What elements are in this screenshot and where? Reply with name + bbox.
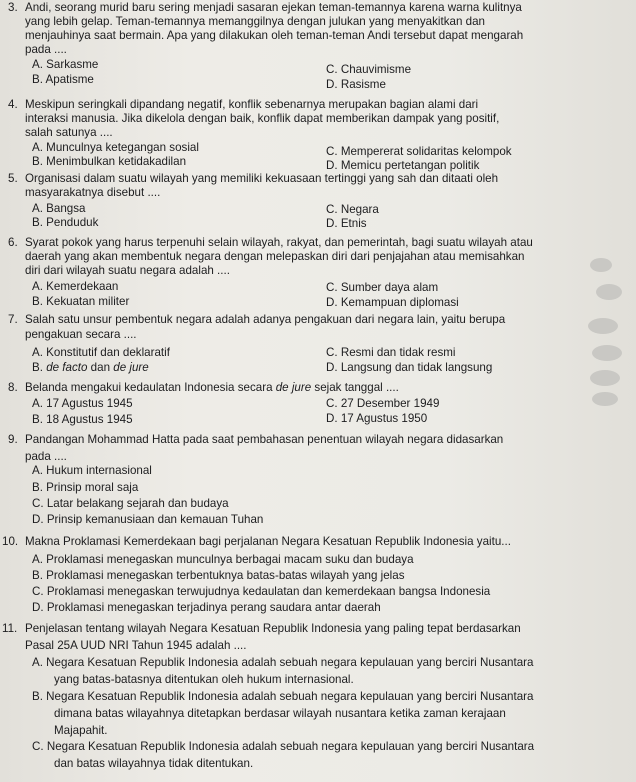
question-number: 9. xyxy=(8,433,18,446)
margin-smudge xyxy=(596,284,622,300)
option-c[interactable]: C. Latar belakang sejarah dan budaya xyxy=(32,497,229,510)
option-b[interactable]: B. 18 Agustus 1945 xyxy=(32,413,133,426)
option-b[interactable]: B. Negara Kesatuan Republik Indonesia adalah sebuah negara kepulauan yang berciri Nusantara xyxy=(32,690,534,703)
question-text: pada .... xyxy=(25,43,67,56)
option-a[interactable]: A. Hukum internasional xyxy=(32,464,152,477)
option-b[interactable]: B. Apatisme xyxy=(32,73,94,86)
option-c-continued: dan batas wilayahnya tidak ditentukan. xyxy=(54,757,254,770)
question-text: masyarakatnya disebut .... xyxy=(25,186,161,199)
option-c[interactable]: C. Mempererat solidaritas kelompok xyxy=(326,145,512,158)
question-text: Pasal 25A UUD NRI Tahun 1945 adalah .... xyxy=(25,639,247,652)
question-number: 4. xyxy=(8,98,18,111)
option-b[interactable]: B. de facto dan de jure xyxy=(32,361,149,374)
question-number: 8. xyxy=(8,381,18,394)
option-d[interactable]: D. Rasisme xyxy=(326,78,386,91)
option-d[interactable]: D. Memicu pertetangan politik xyxy=(326,159,480,172)
question-text: Syarat pokok yang harus terpenuhi selain wilayah, rakyat, dan pemerintah, bagi suatu wilayah atau xyxy=(25,236,533,249)
question-text: salah satunya .... xyxy=(25,126,113,139)
option-b[interactable]: B. Menimbulkan ketidakadilan xyxy=(32,155,187,168)
option-a[interactable]: A. Bangsa xyxy=(32,202,86,215)
option-b[interactable]: B. Prinsip moral saja xyxy=(32,481,139,494)
option-c[interactable]: C. Chauvimisme xyxy=(326,63,412,76)
question-number: 6. xyxy=(8,236,18,249)
question-text: daerah yang akan membentuk negara dengan melepaskan diri dari penjajahan atau memisahkan xyxy=(25,250,525,263)
margin-smudge xyxy=(592,392,618,406)
question-number: 3. xyxy=(8,1,18,14)
option-d[interactable]: D. Langsung dan tidak langsung xyxy=(326,361,493,374)
option-b-continued: dimana batas wilayahnya ditetapkan berdasar wilayah nusantara ketika zaman kerajaan xyxy=(54,707,506,720)
option-b-continued: Majapahit. xyxy=(54,724,108,737)
option-c[interactable]: C. Proklamasi menegaskan terwujudnya kedaulatan dan kemerdekaan bangsa Indonesia xyxy=(32,585,491,598)
question-text: pada .... xyxy=(25,450,67,463)
question-text: Pandangan Mohammad Hatta pada saat pembahasan penentuan wilayah negara didasarkan xyxy=(25,433,504,446)
option-a[interactable]: A. Kemerdekaan xyxy=(32,280,119,293)
margin-smudge xyxy=(592,345,622,361)
margin-smudge xyxy=(590,370,620,386)
option-a[interactable]: A. 17 Agustus 1945 xyxy=(32,397,133,410)
option-a[interactable]: A. Proklamasi menegaskan munculnya berbagai macam suku dan budaya xyxy=(32,553,414,566)
option-b[interactable]: B. Proklamasi menegaskan terbentuknya batas-batas wilayah yang jelas xyxy=(32,569,405,582)
margin-smudge xyxy=(588,318,618,334)
question-text: diri dari wilayah suatu negara adalah .... xyxy=(25,264,230,277)
option-d[interactable]: D. Prinsip kemanusiaan dan kemauan Tuhan xyxy=(32,513,264,526)
question-text: Belanda mengakui kedaulatan Indonesia secara de jure sejak tanggal .... xyxy=(25,381,399,394)
option-a[interactable]: A. Munculnya ketegangan sosial xyxy=(32,141,199,154)
option-b[interactable]: B. Penduduk xyxy=(32,216,99,229)
option-d[interactable]: D. Etnis xyxy=(326,217,367,230)
option-c[interactable]: C. Negara Kesatuan Republik Indonesia adalah sebuah negara kepulauan yang berciri Nusantara xyxy=(32,740,535,753)
question-text: Makna Proklamasi Kemerdekaan bagi perjalanan Negara Kesatuan Republik Indonesia yaitu... xyxy=(25,535,511,548)
option-a-continued: yang batas-batasnya ditentukan oleh hukum internasional. xyxy=(54,673,354,686)
question-text: Organisasi dalam suatu wilayah yang memiliki kekuasaan tertinggi yang sah dan ditaati oleh xyxy=(25,172,499,185)
question-text: pengakuan secara .... xyxy=(25,328,137,341)
option-c[interactable]: C. Resmi dan tidak resmi xyxy=(326,346,456,359)
question-text: Meskipun seringkali dipandang negatif, konflik sebenarnya merupakan bagian alami dari xyxy=(25,98,479,111)
option-a[interactable]: A. Konstitutif dan deklaratif xyxy=(32,346,170,359)
question-number: 11. xyxy=(2,622,18,635)
question-text: Salah satu unsur pembentuk negara adalah adanya pengakuan dari negara lain, yaitu berupa xyxy=(25,313,506,326)
margin-smudge xyxy=(590,258,612,272)
question-text: yang lebih gelap. Teman-temannya memanggilnya dengan julukan yang menyakitkan dan xyxy=(25,15,485,28)
option-d[interactable]: D. Kemampuan diplomasi xyxy=(326,296,459,309)
option-b[interactable]: B. Kekuatan militer xyxy=(32,295,130,308)
question-number: 5. xyxy=(8,172,18,185)
option-d[interactable]: D. 17 Agustus 1950 xyxy=(326,412,428,425)
option-c[interactable]: C. Negara xyxy=(326,203,379,216)
question-text: Penjelasan tentang wilayah Negara Kesatuan Republik Indonesia yang paling tepat berdasarkan xyxy=(25,622,521,635)
question-number: 10. xyxy=(2,535,19,548)
question-text: interaksi manusia. Jika dikelola dengan baik, konflik dapat memberikan dampak yang positif, xyxy=(25,112,500,125)
option-a[interactable]: A. Negara Kesatuan Republik Indonesia adalah sebuah negara kepulauan yang berciri Nusantara xyxy=(32,656,534,669)
question-text: menjauhinya saat bermain. Apa yang dilakukan oleh teman-teman Andi tersebut dapat mengarah xyxy=(25,29,524,42)
option-a[interactable]: A. Sarkasme xyxy=(32,58,99,71)
option-c[interactable]: C. 27 Desember 1949 xyxy=(326,397,440,410)
option-d[interactable]: D. Proklamasi menegaskan terjadinya perang saudara antar daerah xyxy=(32,601,381,614)
question-number: 7. xyxy=(8,313,18,326)
question-text: Andi, seorang murid baru sering menjadi sasaran ejekan teman-temannya karena warna kulitnya xyxy=(25,1,522,14)
option-c[interactable]: C. Sumber daya alam xyxy=(326,281,439,294)
